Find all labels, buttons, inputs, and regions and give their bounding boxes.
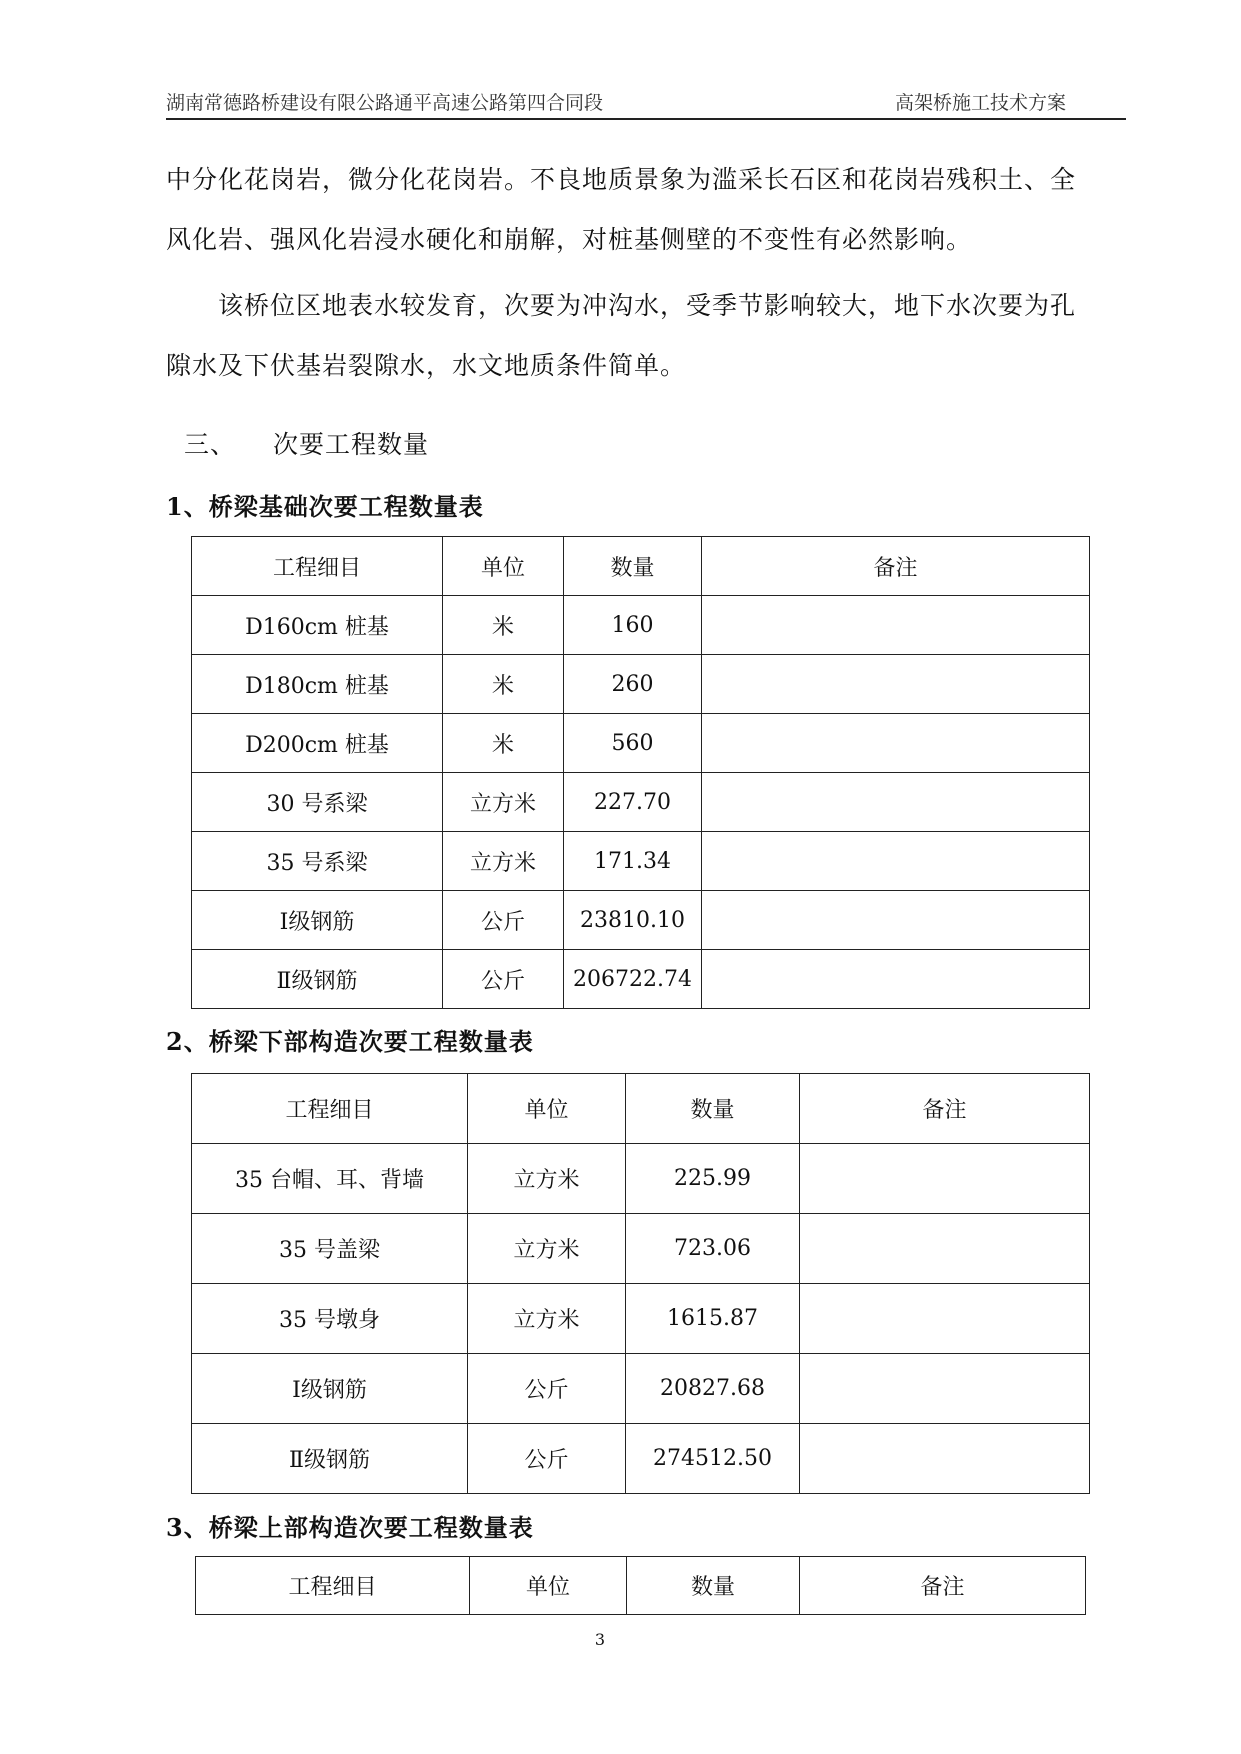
table-header-row [192,1074,1090,1144]
cell-unit: 公斤 [468,1424,626,1494]
cell-item: Ⅰ级钢筋 [192,891,443,950]
table-1-title: 1、桥梁基础次要工程数量表 [166,492,484,521]
page-number: 3 [594,1630,606,1649]
cell-remark [800,1214,1090,1284]
table-2-title: 2、桥梁下部构造次要工程数量表 [166,1027,534,1056]
cell-quantity: 1615.87 [626,1284,800,1354]
table-row [192,1424,1090,1494]
cell-remark [702,655,1090,714]
cell-quantity: 160 [564,596,702,655]
cell-remark [800,1284,1090,1354]
cell-quantity: 274512.50 [626,1424,800,1494]
cell-item: Ⅱ级钢筋 [192,950,443,1009]
cell-unit: 立方米 [443,832,564,891]
table-row [192,1214,1090,1284]
cell-item: 30 号系梁 [192,773,443,832]
cell-remark [702,596,1090,655]
cell-remark [800,1144,1090,1214]
cell-unit: 公斤 [443,950,564,1009]
section-title: 次要工程数量 [272,430,429,459]
cell-quantity: 171.34 [564,832,702,891]
paragraph-2-line-2: 隙水及下伏基岩裂隙水，水文地质条件简单。 [166,351,687,380]
paragraph-1 [166,150,1126,270]
cell-quantity: 723.06 [626,1214,800,1284]
section-heading [184,425,429,461]
table-row [192,596,1090,655]
table-row [192,655,1090,714]
cell-remark [800,1354,1090,1424]
cell-unit: 米 [443,596,564,655]
table-header-row [192,537,1090,596]
table-1 [191,536,1090,1009]
header-quantity: 数量 [626,1074,800,1144]
cell-unit: 米 [443,714,564,773]
section-number: 三、 [184,430,237,459]
cell-unit: 米 [443,655,564,714]
cell-unit: 立方米 [443,773,564,832]
cell-quantity: 20827.68 [626,1354,800,1424]
cell-remark [702,714,1090,773]
cell-unit: 立方米 [468,1144,626,1214]
cell-item: D180cm 桩基 [192,655,443,714]
cell-item: 35 号系梁 [192,832,443,891]
header-left: 湖南常德路桥建设有限公路通平高速公路第四合同段 [166,92,604,114]
table-row [192,891,1090,950]
header-quantity: 数量 [627,1557,800,1615]
header-remark: 备注 [702,537,1090,596]
cell-unit: 公斤 [468,1354,626,1424]
table-row [192,1144,1090,1214]
paragraph-2 [166,276,1126,396]
cell-item: D200cm 桩基 [192,714,443,773]
page-header [166,86,1126,120]
table-row [192,832,1090,891]
cell-remark [800,1424,1090,1494]
cell-unit: 公斤 [443,891,564,950]
cell-quantity: 560 [564,714,702,773]
cell-item: Ⅱ级钢筋 [192,1424,468,1494]
cell-quantity: 260 [564,655,702,714]
header-item: 工程细目 [192,1074,468,1144]
table-row [192,1284,1090,1354]
header-item: 工程细目 [196,1557,470,1615]
cell-item: 35 号墩身 [192,1284,468,1354]
paragraph-1-line-2: 风化岩、强风化岩浸水硬化和崩解，对桩基侧壁的不变性有必然影响。 [166,225,973,254]
table-row [192,950,1090,1009]
header-unit: 单位 [468,1074,626,1144]
cell-remark [702,832,1090,891]
cell-unit: 立方米 [468,1214,626,1284]
header-right: 高架桥施工技术方案 [894,92,1066,114]
table-3-title: 3、桥梁上部构造次要工程数量表 [166,1513,534,1542]
cell-item: Ⅰ级钢筋 [192,1354,468,1424]
cell-unit: 立方米 [468,1284,626,1354]
header-item: 工程细目 [192,537,443,596]
cell-quantity: 23810.10 [564,891,702,950]
header-remark: 备注 [800,1557,1086,1615]
paragraph-2-line-1: 该桥位区地表水较发育，次要为冲沟水，受季节影响较大，地下水次要为孔 [166,291,1077,320]
header-remark: 备注 [800,1074,1090,1144]
cell-quantity: 227.70 [564,773,702,832]
cell-remark [702,773,1090,832]
cell-remark [702,891,1090,950]
cell-quantity: 225.99 [626,1144,800,1214]
table-2 [191,1073,1090,1494]
table-header-row [196,1557,1086,1615]
cell-remark [702,950,1090,1009]
table-3 [195,1556,1086,1615]
table-row [192,714,1090,773]
cell-item: 35 号盖梁 [192,1214,468,1284]
header-quantity: 数量 [564,537,702,596]
cell-quantity: 206722.74 [564,950,702,1009]
table-row [192,773,1090,832]
table-row [192,1354,1090,1424]
cell-item: D160cm 桩基 [192,596,443,655]
paragraph-1-line-1: 中分化花岗岩，微分化花岗岩。不良地质景象为滥采长石区和花岗岩残积土、全 [166,165,1077,194]
header-unit: 单位 [443,537,564,596]
cell-item: 35 台帽、耳、背墙 [192,1144,468,1214]
header-unit: 单位 [470,1557,627,1615]
